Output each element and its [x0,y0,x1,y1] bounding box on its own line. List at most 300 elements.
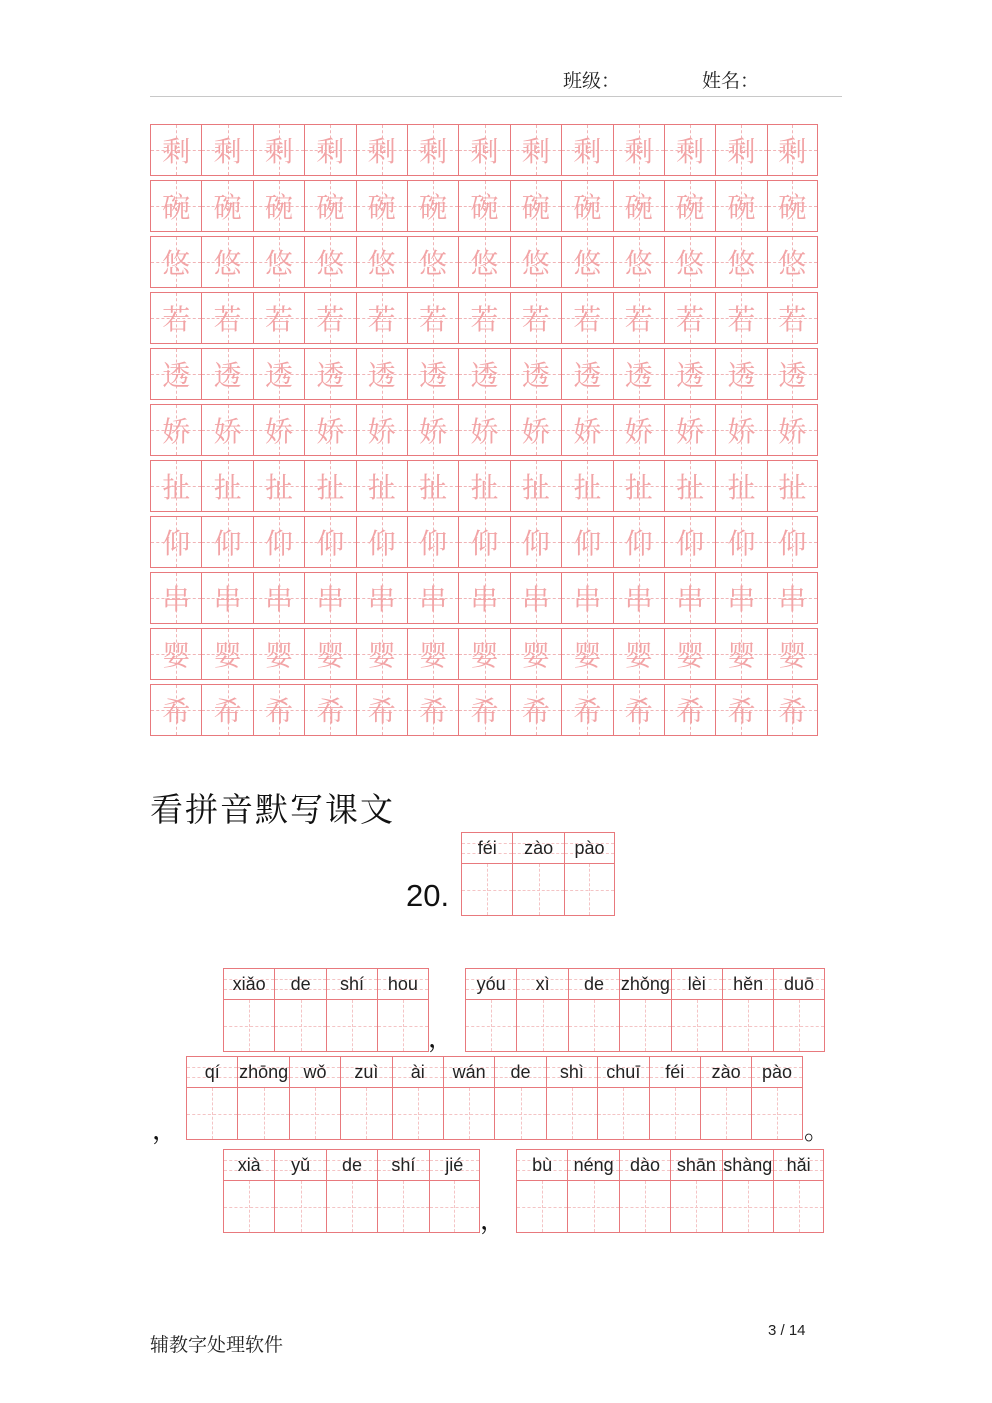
pinyin-cell [564,832,615,916]
tracing-cell [767,292,818,344]
tracing-cell [356,124,407,176]
writing-cell[interactable] [752,1088,801,1140]
tracing-character: 扯 [624,471,653,504]
passage-box-1b [465,968,825,1052]
pinyin-text: de [341,1154,362,1175]
tracing-cell [767,124,818,176]
pinyin-label [547,1056,597,1088]
tracing-cell [510,124,561,176]
tracing-character: 希 [419,695,448,728]
pinyin-text: zuì [354,1061,379,1082]
tracing-character: 仰 [778,527,807,560]
tracing-cell [356,572,407,624]
tracing-cell [407,460,458,512]
tracing-cell [356,460,407,512]
tracing-cell [613,180,664,232]
tracing-character: 若 [727,303,756,336]
writing-cell[interactable] [224,1181,274,1233]
tracing-character: 碗 [264,191,293,224]
pinyin-cell [516,968,567,1052]
pinyin-label [517,968,567,1000]
tracing-cell [407,292,458,344]
writing-cell[interactable] [187,1088,237,1140]
tracing-cell [201,348,252,400]
tracing-cell [304,460,355,512]
tracing-character: 悠 [727,247,756,280]
tracing-cell [458,572,509,624]
tracing-character: 婴 [727,639,756,672]
pinyin-text: yóu [476,973,506,994]
tracing-character: 剩 [316,135,345,168]
tracing-character: 剩 [264,135,293,168]
pinyin-label [598,1056,648,1088]
pinyin-text: pào [574,837,605,858]
tracing-cell [201,124,252,176]
tracing-cell [201,404,252,456]
tracing-cell [664,572,715,624]
pinyin-cell [722,968,773,1052]
writing-cell[interactable] [723,1181,773,1233]
writing-cell[interactable] [774,1181,823,1233]
tracing-cell [715,348,766,400]
writing-cell[interactable] [672,1000,722,1052]
tracing-character: 透 [162,359,191,392]
pinyin-cell [751,1056,802,1140]
tracing-character: 碗 [624,191,653,224]
pinyin-label [569,968,619,1000]
writing-cell[interactable] [290,1088,340,1140]
tracing-cell [767,460,818,512]
tracing-character: 扯 [213,471,242,504]
pinyin-cell [619,1149,670,1233]
pinyin-label [466,968,516,1000]
pinyin-text: néng [573,1154,614,1175]
pinyin-cell [773,1149,824,1233]
tracing-cell [150,292,201,344]
writing-cell[interactable] [650,1088,700,1140]
pinyin-text: duō [784,973,815,994]
tracing-cell [201,460,252,512]
practice-grid [150,124,818,740]
pinyin-cell [597,1056,648,1140]
writing-cell[interactable] [513,864,563,916]
tracing-cell [150,684,201,736]
tracing-cell [510,236,561,288]
writing-cell[interactable] [378,1000,427,1052]
tracing-cell [253,516,304,568]
practice-row [150,180,818,232]
tracing-cell [561,572,612,624]
tracing-character: 娇 [676,415,705,448]
pinyin-text: xì [535,973,550,994]
writing-cell[interactable] [275,1000,325,1052]
pinyin-text: de [583,973,604,994]
tracing-character: 婴 [316,639,345,672]
tracing-cell [458,236,509,288]
tracing-character: 串 [470,583,499,616]
tracing-character: 若 [162,303,191,336]
writing-cell[interactable] [275,1181,325,1233]
pinyin-text: wán [452,1061,486,1082]
tracing-character: 悠 [264,247,293,280]
tracing-character: 透 [624,359,653,392]
tracing-cell [561,404,612,456]
tracing-cell [458,292,509,344]
pinyin-cell [429,1149,480,1233]
tracing-cell [150,572,201,624]
punct-comma: ， [480,1206,507,1236]
writing-cell[interactable] [393,1088,443,1140]
tracing-cell [407,572,458,624]
tracing-cell [510,180,561,232]
tracing-character: 若 [419,303,448,336]
tracing-character: 若 [521,303,550,336]
pinyin-label [723,1149,773,1181]
tracing-character: 希 [573,695,602,728]
writing-cell[interactable] [568,1181,618,1233]
tracing-character: 娇 [419,415,448,448]
pinyin-cell [465,968,516,1052]
pinyin-label [275,968,325,1000]
writing-cell[interactable] [430,1181,479,1233]
tracing-character: 婴 [470,639,499,672]
tracing-character: 若 [367,303,396,336]
pinyin-text: zào [524,837,554,858]
tracing-cell [664,292,715,344]
pinyin-text: féi [477,837,497,858]
pinyin-text: xiǎo [232,973,266,994]
writing-cell[interactable] [462,864,512,916]
tracing-cell [253,292,304,344]
tracing-cell [715,180,766,232]
pinyin-cell [619,968,670,1052]
tracing-character: 希 [367,695,396,728]
tracing-character: 透 [367,359,396,392]
tracing-cell [201,236,252,288]
tracing-cell [407,684,458,736]
writing-cell[interactable] [774,1000,823,1052]
pinyin-cell [223,1149,274,1233]
lesson-number: 20. [406,878,450,913]
pinyin-cell [722,1149,773,1233]
tracing-character: 碗 [162,191,191,224]
tracing-character: 剩 [162,135,191,168]
tracing-character: 剩 [213,135,242,168]
tracing-cell [458,404,509,456]
tracing-cell [253,460,304,512]
tracing-character: 扯 [676,471,705,504]
practice-row [150,572,818,624]
pinyin-cell [670,1149,721,1233]
tracing-character: 娇 [367,415,396,448]
tracing-cell [561,684,612,736]
tracing-cell [458,516,509,568]
tracing-character: 希 [727,695,756,728]
tracing-character: 剩 [727,135,756,168]
tracing-character: 剩 [778,135,807,168]
tracing-character: 若 [264,303,293,336]
tracing-cell [613,124,664,176]
tracing-cell [253,124,304,176]
pinyin-cell [516,1149,567,1233]
tracing-character: 串 [316,583,345,616]
tracing-character: 悠 [778,247,807,280]
tracing-cell [510,572,561,624]
tracing-character: 透 [419,359,448,392]
pinyin-label [430,1149,479,1181]
pinyin-label [513,832,563,864]
tracing-cell [664,124,715,176]
writing-cell[interactable] [517,1000,567,1052]
pinyin-label [495,1056,545,1088]
pinyin-text: qí [204,1061,220,1082]
tracing-character: 婴 [573,639,602,672]
practice-row [150,404,818,456]
writing-cell[interactable] [547,1088,597,1140]
tracing-character: 扯 [162,471,191,504]
tracing-character: 希 [162,695,191,728]
tracing-cell [561,628,612,680]
tracing-character: 串 [367,583,396,616]
tracing-character: 希 [624,695,653,728]
tracing-character: 碗 [727,191,756,224]
tracing-character: 碗 [316,191,345,224]
pinyin-text: ài [410,1061,425,1082]
pinyin-cell [274,968,325,1052]
tracing-character: 碗 [676,191,705,224]
writing-cell[interactable] [444,1088,494,1140]
writing-cell[interactable] [620,1000,670,1052]
practice-row [150,516,818,568]
writing-cell[interactable] [517,1181,567,1233]
tracing-character: 剩 [470,135,499,168]
tracing-character: 串 [727,583,756,616]
tracing-cell [304,348,355,400]
passage-box-3a [223,1149,480,1233]
tracing-character: 婴 [624,639,653,672]
tracing-cell [510,348,561,400]
pinyin-text: hǎi [786,1154,811,1175]
pinyin-label [565,832,614,864]
passage-box-3b [516,1149,824,1233]
tracing-cell [253,236,304,288]
practice-row [150,628,818,680]
pinyin-cell [568,968,619,1052]
tracing-cell [715,516,766,568]
tracing-cell [407,404,458,456]
writing-cell[interactable] [565,864,614,916]
tracing-character: 娇 [213,415,242,448]
writing-cell[interactable] [466,1000,516,1052]
pinyin-text: shí [391,1154,416,1175]
tracing-character: 串 [676,583,705,616]
tracing-character: 娇 [521,415,550,448]
tracing-cell [458,124,509,176]
tracing-character: 希 [676,695,705,728]
tracing-character: 剩 [367,135,396,168]
writing-cell[interactable] [327,1000,377,1052]
tracing-cell [150,236,201,288]
tracing-character: 悠 [316,247,345,280]
punct-period: 。 [804,1116,831,1146]
tracing-cell [767,572,818,624]
writing-cell[interactable] [495,1088,545,1140]
tracing-character: 扯 [778,471,807,504]
pinyin-label [224,1149,274,1181]
name-label: 姓名： [702,70,760,92]
tracing-cell [664,180,715,232]
tracing-character: 透 [676,359,705,392]
tracing-character: 若 [213,303,242,336]
writing-cell[interactable] [341,1088,391,1140]
tracing-character: 仰 [727,527,756,560]
pinyin-cell [567,1149,618,1233]
pinyin-cell [223,968,274,1052]
pinyin-label [723,968,773,1000]
pinyin-text: dào [629,1154,660,1175]
tracing-character: 悠 [419,247,448,280]
tracing-character: 仰 [419,527,448,560]
tracing-character: 扯 [419,471,448,504]
pinyin-label [752,1056,801,1088]
section-title: 看拼音默写课文 [150,790,395,829]
tracing-cell [458,460,509,512]
tracing-character: 仰 [470,527,499,560]
tracing-character: 娇 [316,415,345,448]
pinyin-cell [649,1056,700,1140]
tracing-cell [253,348,304,400]
tracing-cell [356,404,407,456]
tracing-cell [304,292,355,344]
tracing-cell [253,628,304,680]
writing-cell[interactable] [378,1181,428,1233]
tracing-cell [715,460,766,512]
tracing-character: 希 [264,695,293,728]
pinyin-cell [340,1056,391,1140]
tracing-character: 仰 [573,527,602,560]
writing-cell[interactable] [327,1181,377,1233]
tracing-cell [715,572,766,624]
tracing-character: 串 [521,583,550,616]
tracing-character: 悠 [470,247,499,280]
tracing-cell [201,628,252,680]
tracing-cell [304,628,355,680]
pinyin-label [444,1056,494,1088]
writing-cell[interactable] [238,1088,288,1140]
tracing-character: 仰 [213,527,242,560]
pinyin-text: chuī [606,1061,641,1082]
tracing-character: 剩 [419,135,448,168]
writing-cell[interactable] [569,1000,619,1052]
pinyin-text: shān [676,1154,716,1175]
lesson-title-box [461,832,615,916]
writing-cell[interactable] [671,1181,721,1233]
tracing-character: 悠 [521,247,550,280]
tracing-cell [767,180,818,232]
tracing-cell [407,348,458,400]
tracing-cell [356,516,407,568]
tracing-cell [253,572,304,624]
pinyin-cell [274,1149,325,1233]
writing-cell[interactable] [701,1088,751,1140]
tracing-character: 娇 [778,415,807,448]
writing-cell[interactable] [224,1000,274,1052]
tracing-character: 仰 [521,527,550,560]
tracing-cell [356,628,407,680]
pinyin-label [517,1149,567,1181]
practice-row [150,348,818,400]
tracing-cell [356,236,407,288]
tracing-cell [201,180,252,232]
writing-cell[interactable] [598,1088,648,1140]
tracing-character: 扯 [470,471,499,504]
tracing-character: 悠 [162,247,191,280]
tracing-cell [201,684,252,736]
tracing-cell [510,684,561,736]
writing-cell[interactable] [723,1000,773,1052]
pinyin-text: zhǒng [620,973,670,994]
tracing-character: 串 [213,583,242,616]
passage-box-1a [223,968,429,1052]
tracing-cell [150,348,201,400]
tracing-cell [767,684,818,736]
tracing-cell [664,516,715,568]
tracing-character: 透 [470,359,499,392]
writing-cell[interactable] [620,1181,670,1233]
pinyin-label [650,1056,700,1088]
tracing-character: 仰 [316,527,345,560]
tracing-cell [407,124,458,176]
tracing-cell [613,236,664,288]
tracing-cell [407,236,458,288]
tracing-character: 扯 [316,471,345,504]
pinyin-text: hou [387,973,418,994]
tracing-character: 希 [470,695,499,728]
pinyin-label [275,1149,325,1181]
tracing-cell [510,516,561,568]
tracing-character: 仰 [162,527,191,560]
tracing-cell [561,124,612,176]
tracing-character: 透 [264,359,293,392]
tracing-character: 悠 [213,247,242,280]
tracing-character: 若 [778,303,807,336]
tracing-cell [510,628,561,680]
tracing-cell [561,292,612,344]
pinyin-text: de [510,1061,531,1082]
tracing-cell [150,628,201,680]
tracing-character: 仰 [624,527,653,560]
pinyin-label [462,832,512,864]
tracing-cell [253,180,304,232]
tracing-cell [458,180,509,232]
tracing-character: 娇 [264,415,293,448]
tracing-character: 婴 [162,639,191,672]
pinyin-cell [461,832,512,916]
pinyin-label [701,1056,751,1088]
pinyin-label [620,968,670,1000]
pinyin-cell [494,1056,545,1140]
tracing-character: 若 [470,303,499,336]
tracing-character: 剩 [521,135,550,168]
tracing-character: 碗 [521,191,550,224]
tracing-cell [664,628,715,680]
pinyin-cell [671,968,722,1052]
tracing-character: 串 [264,583,293,616]
pinyin-text: féi [665,1061,685,1082]
header-divider [150,96,842,97]
pinyin-text: zhōng [239,1061,289,1082]
tracing-character: 透 [521,359,550,392]
